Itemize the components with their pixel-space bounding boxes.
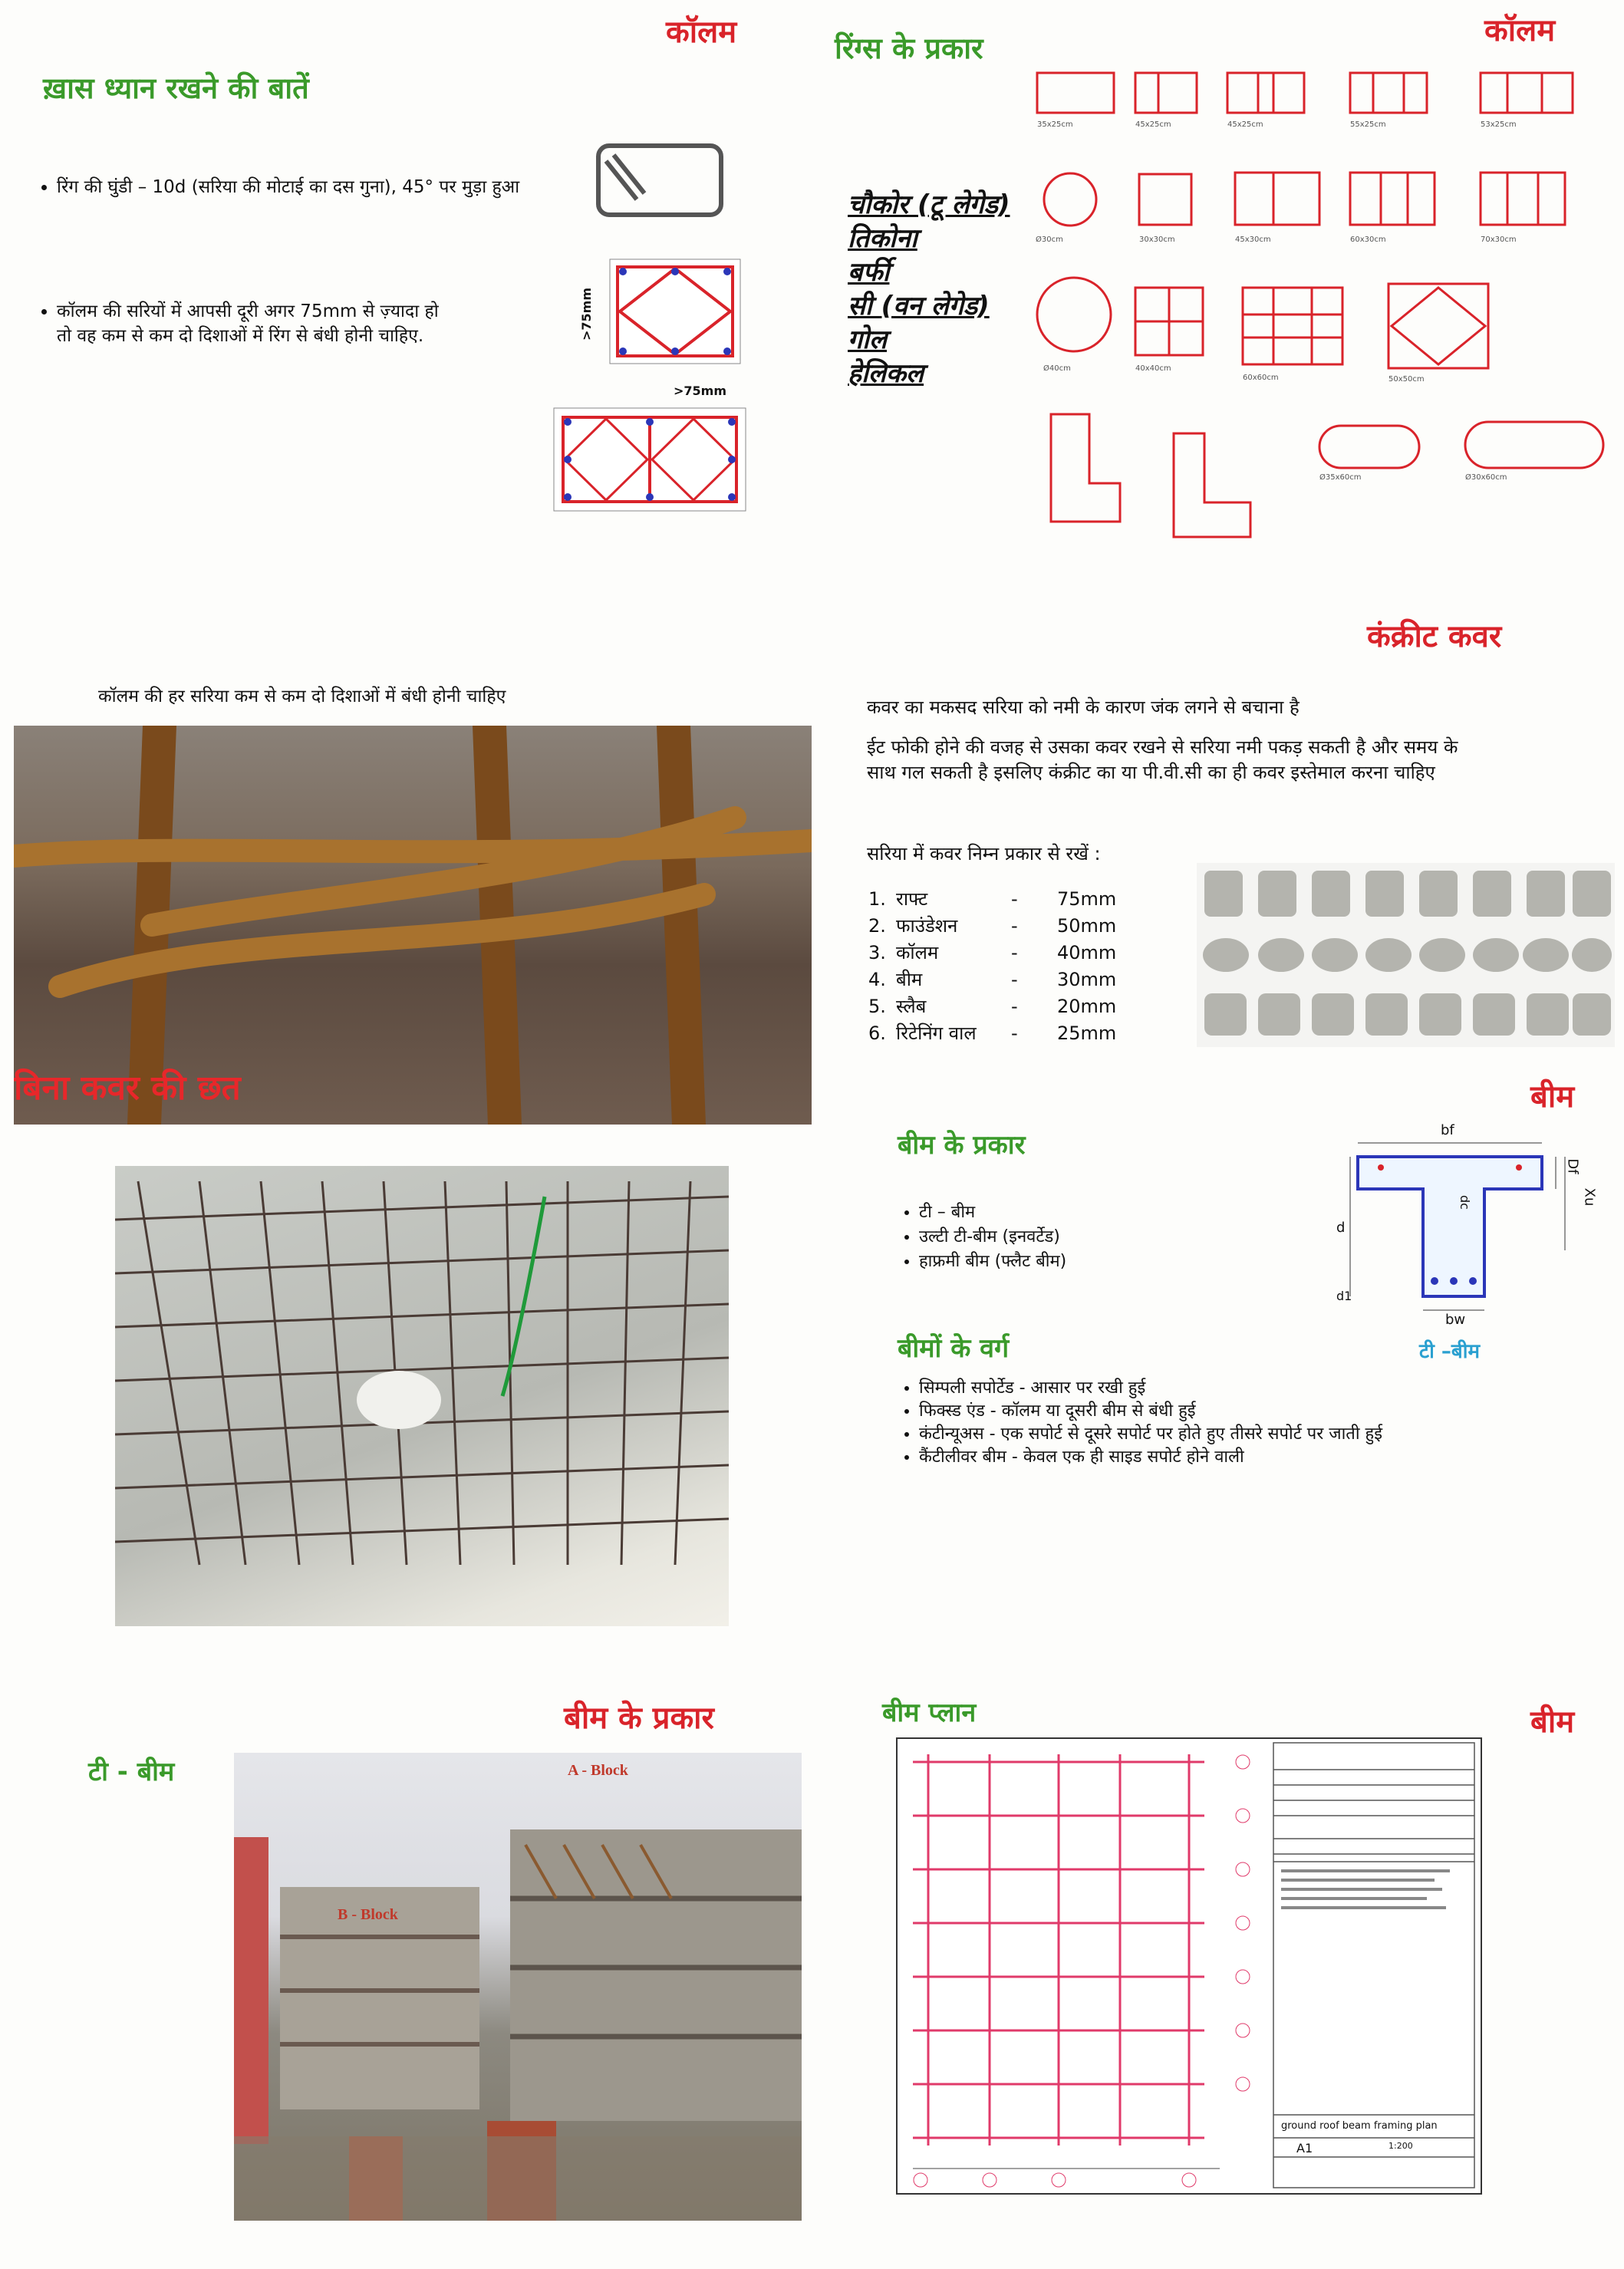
svg-text:45x25cm: 45x25cm xyxy=(1135,120,1171,129)
beam-types-heading: बीम के प्रकार xyxy=(898,1130,1026,1161)
ring-hook-diagram xyxy=(568,138,744,238)
column-ties-diagram xyxy=(568,253,744,368)
cover-purpose-text: कवर का मकसद सरिया को नमी के कारण जंक लगने से बचाना है xyxy=(867,697,1300,718)
cover-item-value: 75mm xyxy=(1057,888,1117,910)
svg-text:53x25cm: 53x25cm xyxy=(1481,120,1517,129)
column-corner-title: कॉलम xyxy=(666,15,737,50)
svg-text:50x50cm: 50x50cm xyxy=(1388,375,1425,384)
label-bf: bf xyxy=(1441,1122,1454,1138)
svg-text:55x25cm: 55x25cm xyxy=(1350,120,1386,129)
cover-item-number: 4. xyxy=(868,969,886,990)
cover-item-sep: - xyxy=(1011,915,1018,937)
cover-item-name: राफ्ट xyxy=(896,888,928,910)
svg-text:40x40cm: 40x40cm xyxy=(1135,364,1171,373)
plan-sheet-number: A1 xyxy=(1296,2141,1313,2155)
cover-item-name: बीम xyxy=(896,969,923,990)
label-d: d xyxy=(1336,1220,1346,1236)
cover-blocks-photo xyxy=(1197,863,1615,1047)
beam-plan-heading: बीम प्लान xyxy=(882,1698,977,1728)
building-illustration xyxy=(234,1753,802,2221)
cover-item-number: 5. xyxy=(868,996,886,1017)
svg-text:60x60cm: 60x60cm xyxy=(1243,374,1279,382)
block-b-label: B - Block xyxy=(338,1906,398,1923)
svg-text:70x30cm: 70x30cm xyxy=(1481,235,1517,244)
beam-classes-list xyxy=(898,1377,1588,1469)
photo-caption: कॉलम की हर सरिया कम से कम दो दिशाओं में बंधी होनी चाहिए xyxy=(98,687,506,706)
ring-type: तिकोना xyxy=(848,223,917,254)
label-bw: bw xyxy=(1445,1312,1466,1328)
plan-title-text: ground roof beam framing plan xyxy=(1281,2120,1438,2132)
cover-item-sep: - xyxy=(1011,888,1018,910)
block-a-label: A - Block xyxy=(568,1762,628,1779)
cover-item-sep: - xyxy=(1011,996,1018,1017)
cover-item-value: 20mm xyxy=(1057,996,1117,1017)
beam-corner-title: बीम xyxy=(1530,1079,1575,1115)
svg-text:30x30cm: 30x30cm xyxy=(1139,235,1175,244)
svg-text:Ø30cm: Ø30cm xyxy=(1036,235,1063,244)
svg-text:45x25cm: 45x25cm xyxy=(1227,120,1263,129)
beam-classes-heading: बीमों के वर्ग xyxy=(898,1333,1010,1364)
cover-item-number: 6. xyxy=(868,1023,886,1044)
ring-type: हेलिकल xyxy=(848,358,924,389)
cover-list-heading: सरिया में कवर निम्न प्रकार से रखें : xyxy=(867,843,1101,864)
cover-item-name: कॉलम xyxy=(896,942,939,963)
t-beam-caption: टी –बीम xyxy=(1419,1340,1481,1363)
svg-text:Ø30x60cm: Ø30x60cm xyxy=(1465,473,1507,482)
ring-types-heading: रिंग्स के प्रकार xyxy=(835,31,983,65)
beam-types-title: बीम के प्रकार xyxy=(564,1701,714,1736)
cover-item-number: 2. xyxy=(868,915,886,937)
cover-item-number: 1. xyxy=(868,888,886,910)
ring-type: गोल xyxy=(848,324,887,355)
special-notes-heading: ख़ास ध्यान रखने की बातें xyxy=(43,71,309,105)
beam-class-item: • सिम्पली सपोर्टेड - आसार पर रखी हुई xyxy=(919,1377,1588,1400)
label-d1: d1 xyxy=(1336,1289,1352,1303)
ring-type: चौकोर (टू लेगेड) xyxy=(848,189,1010,220)
svg-text:45x30cm: 45x30cm xyxy=(1235,235,1271,244)
ring-types-list xyxy=(848,188,1010,390)
note-item: • कॉलम की सरियों में आपसी दूरी अगर 75mm से ज़्यादा हो तो वह कम से कम दो दिशाओं में रिंग से बंधी होनी चाहिए. xyxy=(57,299,445,348)
cover-item-sep: - xyxy=(1011,942,1018,963)
beam-class-item: • फिक्स्ड एंड - कॉलम या दूसरी बीम से बंधी हुई xyxy=(919,1400,1588,1423)
ring-types-diagrams xyxy=(1028,65,1611,541)
rebar-column-photo xyxy=(14,726,812,1125)
notes-list xyxy=(31,175,560,219)
cover-item-name: स्लैब xyxy=(896,996,927,1017)
concrete-cover-title: कंक्रीट कवर xyxy=(1367,619,1502,654)
cover-item-value: 50mm xyxy=(1057,915,1117,937)
cover-item-number: 3. xyxy=(868,942,886,963)
slab-mesh-illustration xyxy=(115,1166,729,1626)
t-beam-section-diagram xyxy=(1335,1120,1611,1331)
cover-item-value: 25mm xyxy=(1057,1023,1117,1044)
label-xu: Xu xyxy=(1581,1187,1598,1207)
label-dc: dc xyxy=(1457,1195,1472,1210)
dim-label-vertical: >75mm xyxy=(579,287,595,341)
beam-type-item: • हाफ्रमी बीम (फ्लैट बीम) xyxy=(919,1250,1066,1274)
svg-text:35x25cm: 35x25cm xyxy=(1037,120,1073,129)
column-corner-title-2: कॉलम xyxy=(1484,13,1556,48)
uncovered-slab-photo xyxy=(115,1166,729,1626)
beam-corner-title-2: बीम xyxy=(1530,1704,1575,1740)
beam-type-item: • उल्टी टी-बीम (इनवर्टेड) xyxy=(919,1225,1066,1250)
cover-reason-text: ईट फोकी होने की वजह से उसका कवर रखने से सरिया नमी पकड़ सकती है और समय के साथ गल सकती है इसलिए कंक्रीट का या पी.वी.सी का ही कवर इस्तेमाल करना चाहिए xyxy=(867,736,1458,783)
ring-type: बर्फी xyxy=(848,257,890,288)
svg-text:Ø40cm: Ø40cm xyxy=(1043,364,1071,373)
beam-type-item: • टी – बीम xyxy=(919,1200,1066,1225)
column-multi-ties-diagram xyxy=(552,407,748,514)
t-beam-subheading: टी - बीम xyxy=(88,1757,175,1787)
beam-class-item: • कंटीन्यूअस - एक सपोर्ट से दूसरे सपोर्ट पर होते हुए तीसरे सपोर्ट पर जाती हुई xyxy=(919,1423,1588,1446)
photo-overlay-text: बिना कवर की छत xyxy=(14,1069,241,1108)
beam-types-list xyxy=(898,1200,1066,1274)
cover-item-sep: - xyxy=(1011,1023,1018,1044)
plan-scale: 1:200 xyxy=(1388,2141,1413,2151)
label-df: Df xyxy=(1564,1158,1581,1174)
ring-type: सी (वन लेगेड) xyxy=(848,291,990,321)
beam-framing-plan xyxy=(896,1737,1482,2195)
dim-label-horizontal: >75mm xyxy=(674,384,727,398)
building-blocks-photo xyxy=(234,1753,802,2221)
notes-list-2 xyxy=(31,299,445,368)
cover-item-name: रिटेनिंग वाल xyxy=(896,1023,977,1044)
cover-item-value: 40mm xyxy=(1057,942,1117,963)
svg-text:60x30cm: 60x30cm xyxy=(1350,235,1386,244)
cover-values-list xyxy=(868,886,1134,1047)
note-item: • रिंग की घुंडी – 10d (सरिया की मोटाई का दस गुना), 45° पर मुड़ा हुआ xyxy=(57,175,560,199)
svg-text:Ø35x60cm: Ø35x60cm xyxy=(1319,473,1362,482)
cover-item-sep: - xyxy=(1011,969,1018,990)
cover-item-value: 30mm xyxy=(1057,969,1117,990)
cover-item-name: फाउंडेशन xyxy=(896,915,958,937)
beam-class-item: • कैंटीलीवर बीम - केवल एक ही साइड सपोर्ट होने वाली xyxy=(919,1446,1588,1469)
